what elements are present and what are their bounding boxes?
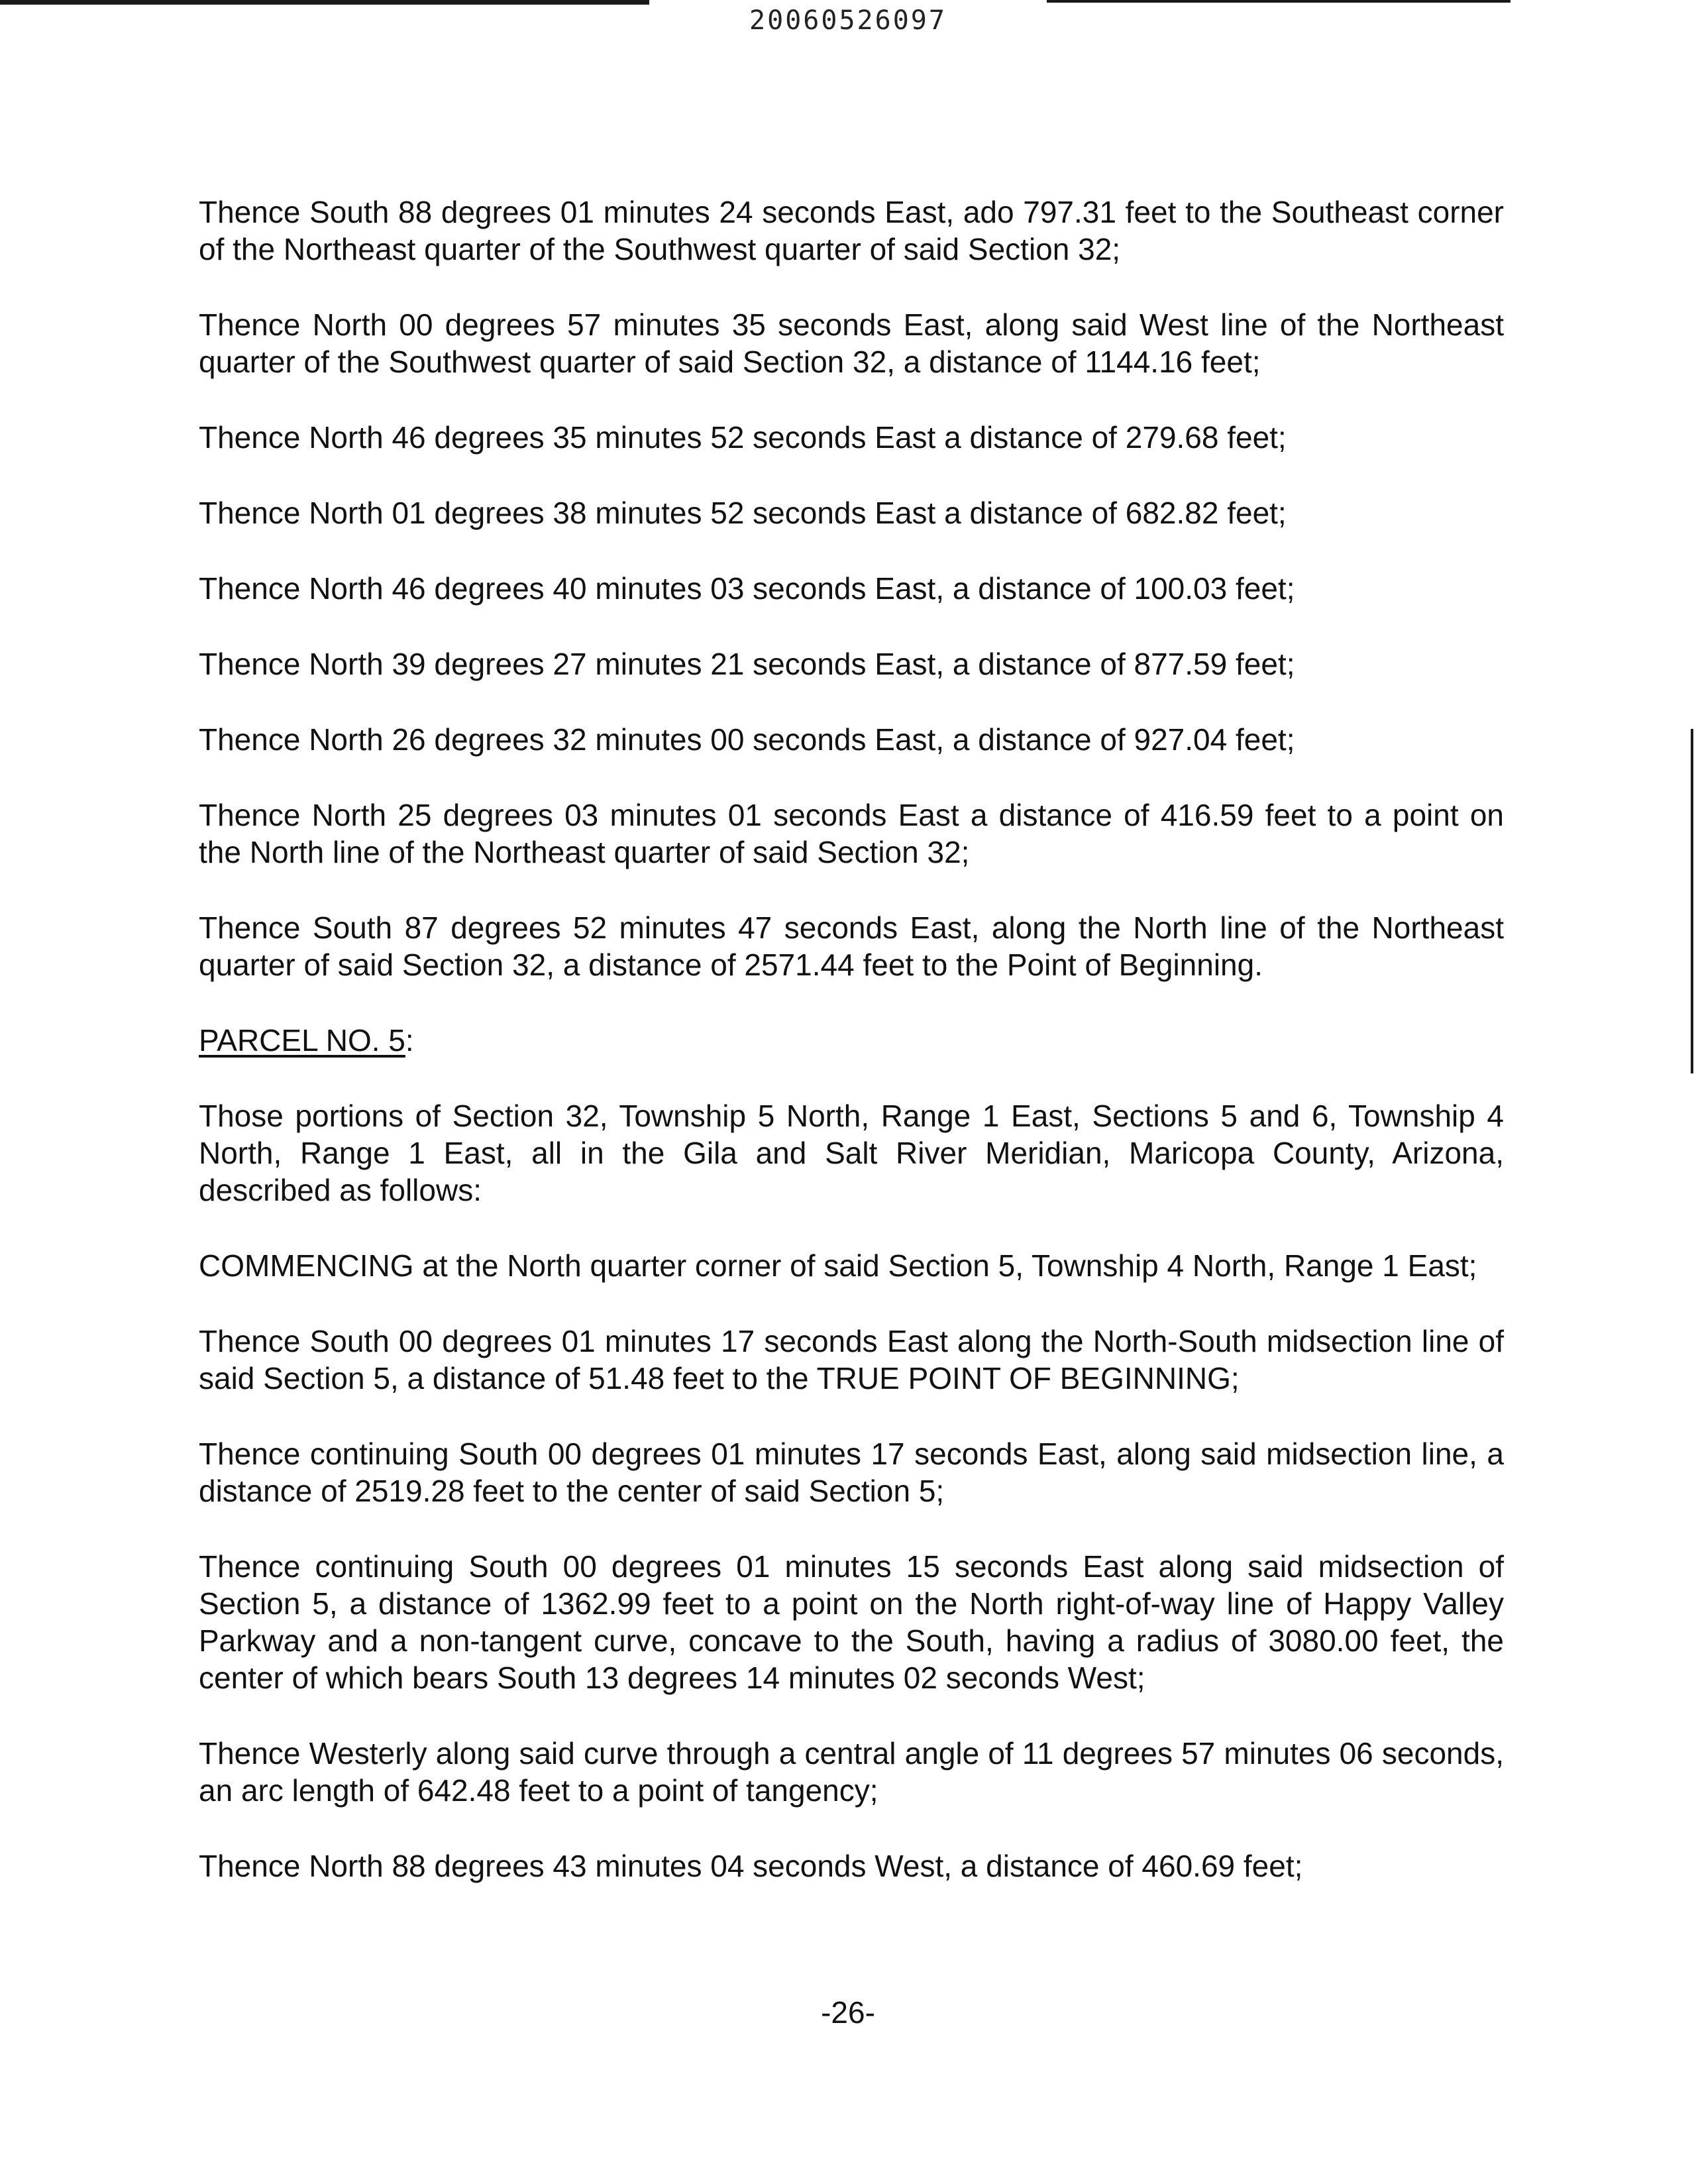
- document-body: [199, 193, 1504, 1923]
- paragraph: Thence North 01 degrees 38 minutes 52 seconds East a distance of 682.82 feet;: [199, 496, 1287, 530]
- paragraph: Thence South 87 degrees 52 minutes 47 seconds East, along the North line of the Northeast quarter of said Section 32, a distance of 2571.44 feet to the Point of Beginning.: [199, 910, 1504, 982]
- parcel-heading-label: PARCEL NO. 5: [199, 1023, 405, 1058]
- paragraph: Thence North 46 degrees 35 minutes 52 seconds East a distance of 279.68 feet;: [199, 420, 1287, 455]
- scan-edge-line-side: [1691, 729, 1693, 1073]
- scan-edge-line-right: [1047, 0, 1510, 3]
- parcel-heading: [199, 1022, 1504, 1059]
- parcel-paragraph: Those portions of Section 32, Township 5 North, Range 1 East, Sections 5 and 6, Township 4 North, Range 1 East, all in the Gila and Salt River Meridian, Maricopa County, Arizona, described as follows:: [199, 1099, 1504, 1207]
- paragraph: Thence South 88 degrees 01 minutes 24 seconds East, ado 797.31 feet to the Southeast corner of the Northeast quarter of the Southwest quarter of said Section 32;: [199, 195, 1504, 266]
- paragraph: Thence North 39 degrees 27 minutes 21 seconds East, a distance of 877.59 feet;: [199, 647, 1295, 681]
- document-number: 20060526097: [749, 5, 947, 36]
- parcel-paragraph: Thence South 00 degrees 01 minutes 17 seconds East along the North-South midsection line of said Section 5, a distance of 51.48 feet to the TRUE POINT OF BEGINNING;: [199, 1324, 1504, 1395]
- parcel-paragraph: Thence continuing South 00 degrees 01 minutes 17 seconds East, along said midsection line, a distance of 2519.28 feet to the center of said Section 5;: [199, 1437, 1504, 1508]
- page-number: -26-: [821, 1995, 875, 2030]
- scan-edge-line-left: [0, 0, 649, 5]
- parcel-heading-suffix: :: [405, 1023, 414, 1058]
- parcel-paragraph: Thence continuing South 00 degrees 01 minutes 15 seconds East along said midsection of Section 5, a distance of 1362.99 feet to a point on the North right-of-way line of Happy Valley Parkway and a non-tangent curve, concave to the South, having a radius of 3080.00 feet, the center of which bears South 13 degrees 14 minutes 02 seconds West;: [199, 1549, 1504, 1695]
- parcel-paragraph: COMMENCING at the North quarter corner of said Section 5, Township 4 North, Range 1 East;: [199, 1248, 1477, 1283]
- paragraph: Thence North 00 degrees 57 minutes 35 seconds East, along said West line of the Northeast quarter of the Southwest quarter of said Section 32, a distance of 1144.16 feet;: [199, 307, 1504, 379]
- parcel-paragraph: Thence Westerly along said curve through a central angle of 11 degrees 57 minutes 06 seconds, an arc length of 642.48 feet to a point of tangency;: [199, 1736, 1504, 1808]
- paragraph: Thence North 26 degrees 32 minutes 00 seconds East, a distance of 927.04 feet;: [199, 722, 1295, 757]
- parcel-paragraph: Thence North 88 degrees 43 minutes 04 seconds West, a distance of 460.69 feet;: [199, 1849, 1303, 1883]
- paragraph: Thence North 25 degrees 03 minutes 01 seconds East a distance of 416.59 feet to a point on the North line of the Northeast quarter of said Section 32;: [199, 798, 1504, 869]
- paragraph: Thence North 46 degrees 40 minutes 03 seconds East, a distance of 100.03 feet;: [199, 571, 1295, 606]
